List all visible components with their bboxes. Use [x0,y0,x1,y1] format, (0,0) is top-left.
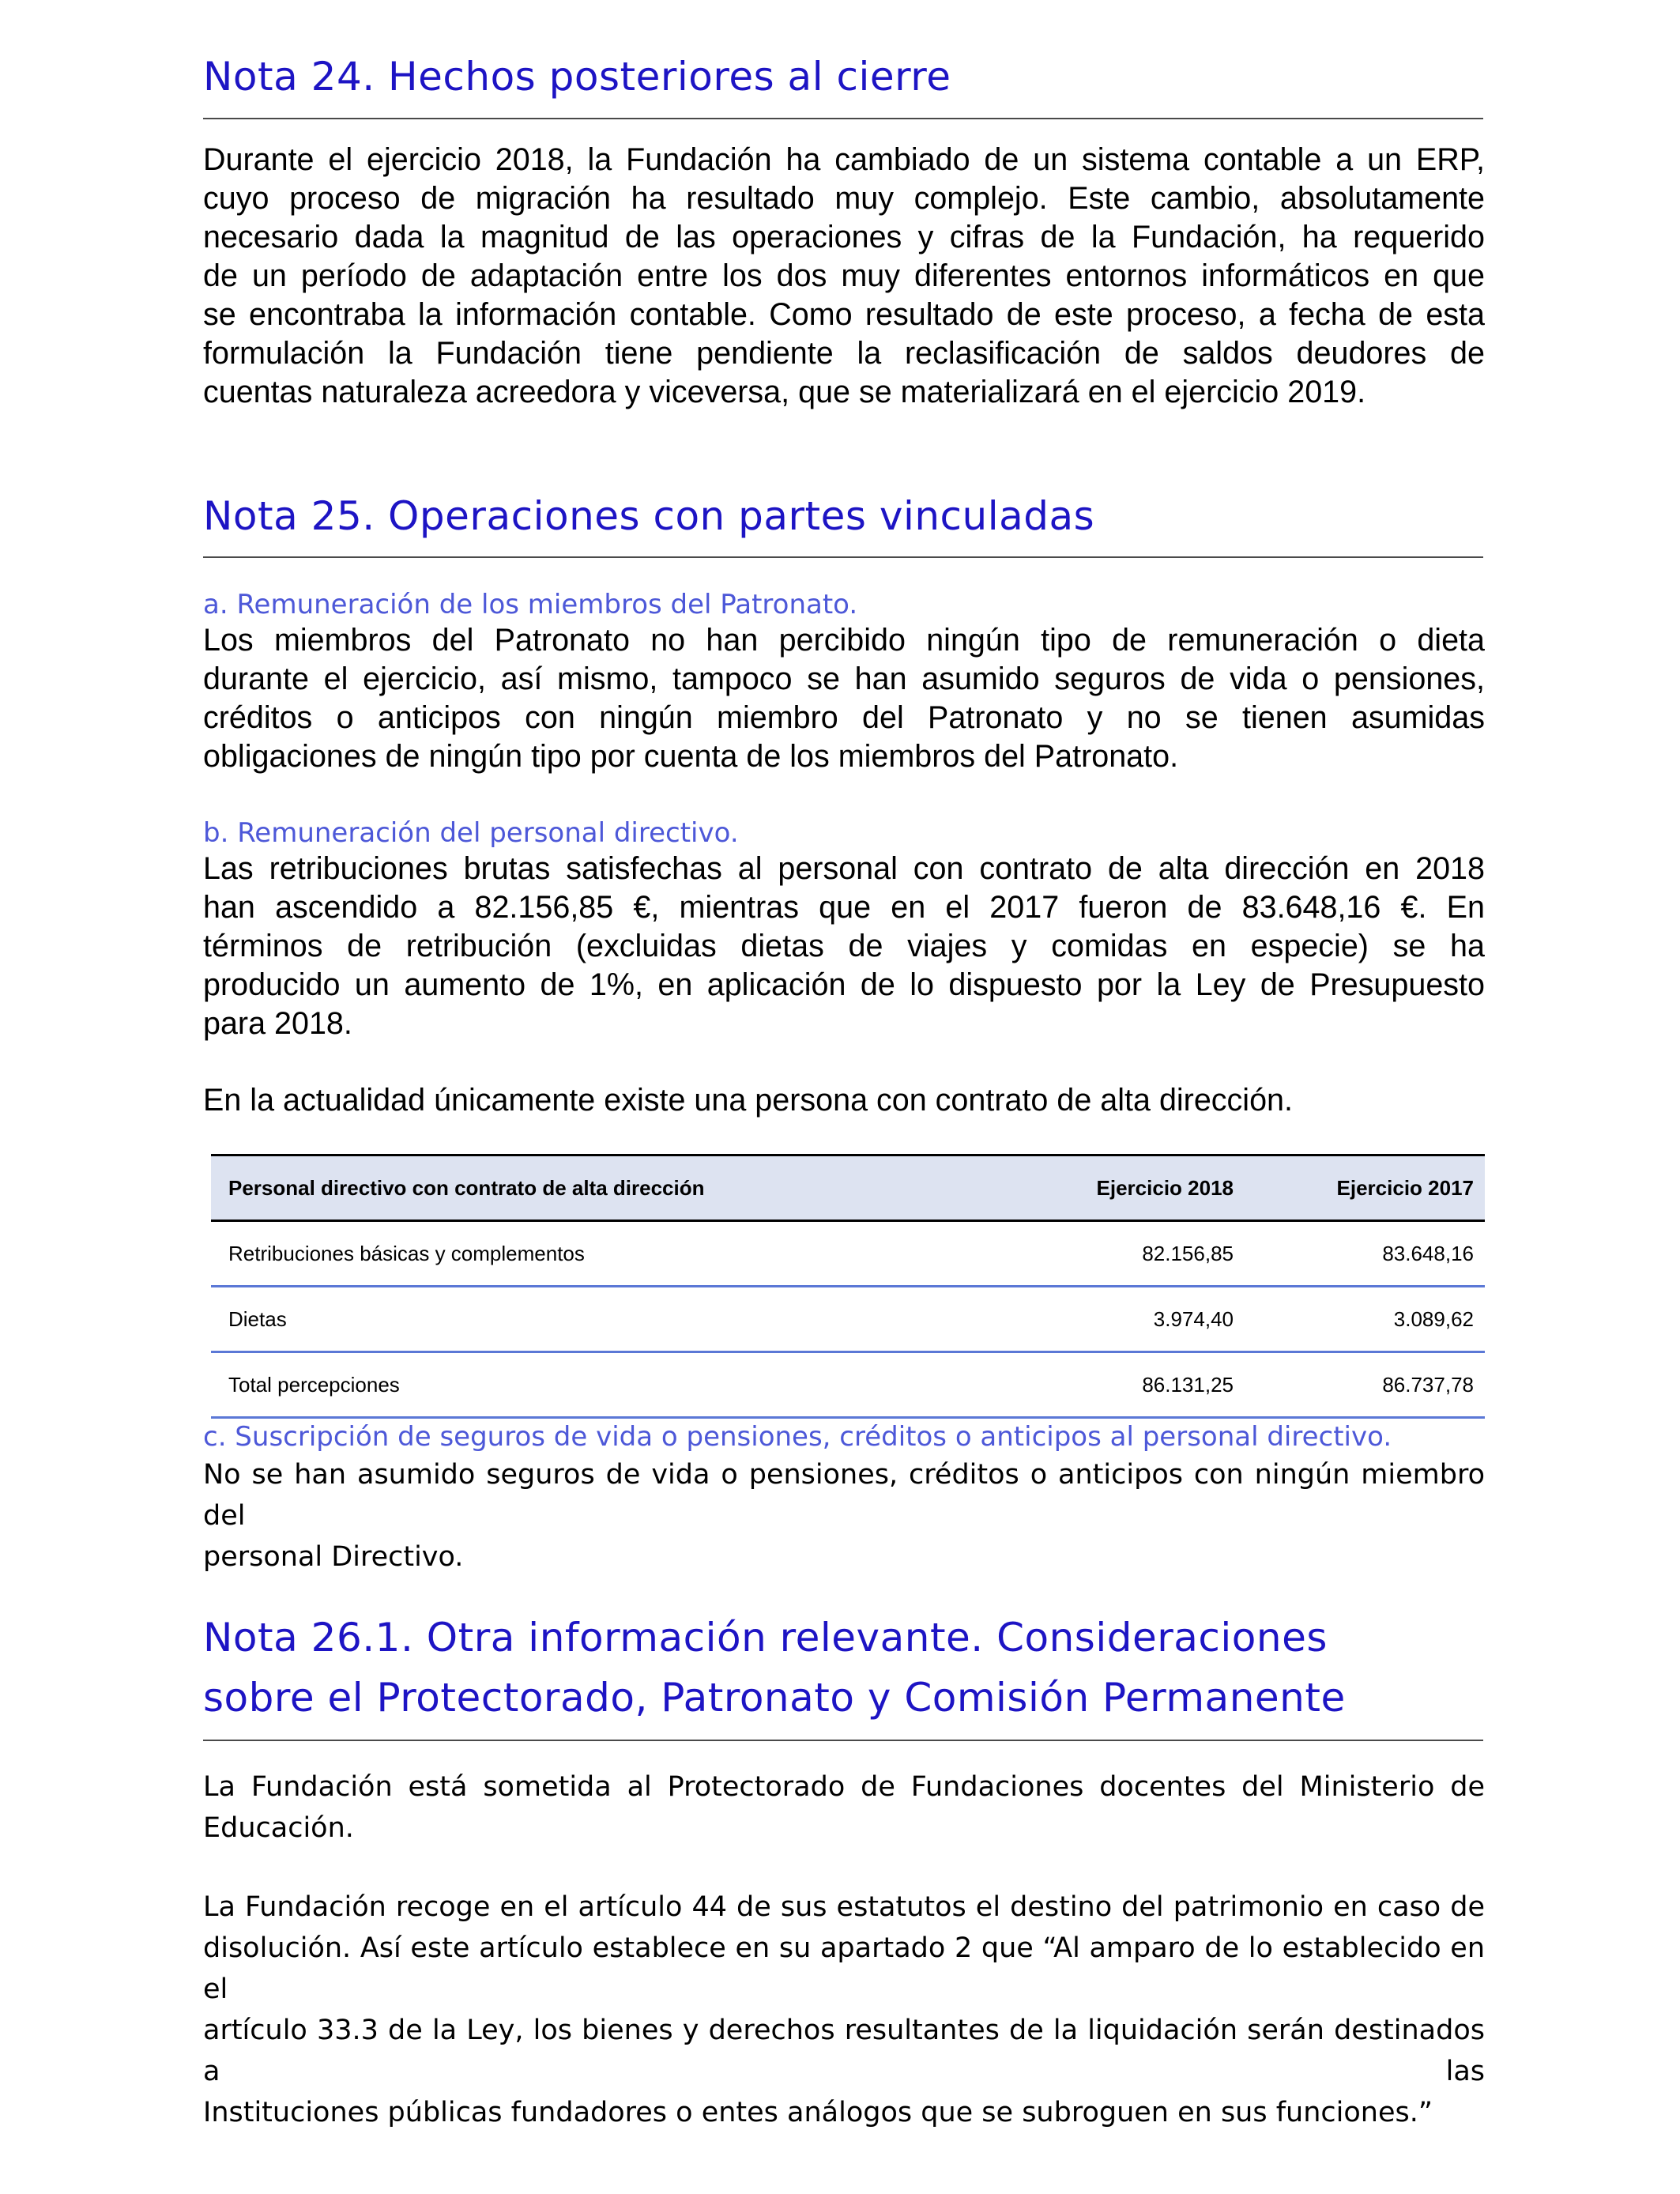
text-line: artículo 33.3 de la Ley, los bienes y derechos resultantes de la liquidación serán destinados a las [203,2015,1485,2087]
table-row [211,1222,1485,1287]
text-line: Durante el ejercicio 2018, la Fundación ha cambiado de un sistema contable a un ERP, [203,142,1485,177]
text-line: obligaciones de ningún tipo por cuenta de los miembros del Patronato. [203,739,1179,774]
nota-24-title: Nota 24. Hechos posteriores al cierre [203,54,951,100]
nota-26-rule [203,1740,1483,1741]
text-line: cuentas naturaleza acreedora y viceversa, que se materializará en el ejercicio 2019. [203,375,1366,409]
table-cell: 82.156,85 [1142,1241,1234,1265]
nota-25-a-paragraph [203,621,1485,776]
table-cell: 86.737,78 [1382,1372,1474,1397]
text-line: producido un aumento de 1%, en aplicación de lo dispuesto por la Ley de Presupuesto [203,967,1485,1002]
table-header-concept: Personal directivo con contrato de alta dirección [228,1175,705,1200]
table-header-2017: Ejercicio 2017 [1336,1175,1474,1200]
text-line: No se han asumido seguros de vida o pensiones, créditos o anticipos con ningún miembro del [203,1459,1485,1532]
table-cell: 3.974,40 [1153,1306,1234,1331]
text-line: formulación la Fundación tiene pendiente la reclasificación de saldos deudores de [203,336,1485,371]
nota-25-rule [203,556,1483,558]
table-cell: Dietas [228,1306,287,1331]
text-line: Educación. [203,1812,354,1844]
text-line: han ascendido a 82.156,85 €, mientras que en el 2017 fueron de 83.648,16 €. En [203,890,1485,925]
text-line: disolución. Así este artículo establece en su apartado 2 que “Al amparo de lo establecido en el [203,1932,1485,2005]
text-line: La Fundación está sometida al Protectorado de Fundaciones docentes del Ministerio de [203,1771,1485,1803]
nota-26-paragraph-1 [203,1766,1485,1849]
nota-25-c-heading: c. Suscripción de seguros de vida o pensiones, créditos o anticipos al personal directivo. [203,1421,1392,1453]
text-line: créditos o anticipos con ningún miembro del Patronato y no se tienen asumidas [203,700,1485,735]
text-line: personal Directivo. [203,1541,464,1573]
table-row [211,1353,1485,1419]
text-line: cuyo proceso de migración ha resultado muy complejo. Este cambio, absolutamente [203,181,1485,216]
text-line: se encontraba la información contable. Como resultado de este proceso, a fecha de esta [203,297,1485,332]
title-line: sobre el Protectorado, Patronato y Comisión Permanente [203,1675,1346,1721]
nota-25-a-heading: a. Remuneración de los miembros del Patronato. [203,589,858,620]
table-cell: 3.089,62 [1393,1306,1474,1331]
text-line: Instituciones públicas fundadores o entes análogos que se subroguen en sus funciones.” [203,2097,1433,2128]
table-header-2018: Ejercicio 2018 [1096,1175,1234,1200]
table-header-row [211,1154,1485,1222]
text-line: Las retribuciones brutas satisfechas al personal con contrato de alta dirección en 2018 [203,851,1485,886]
nota-26-title [203,1608,1483,1728]
nota-25-c-paragraph [203,1454,1485,1578]
nota-25-b-paragraph [203,850,1485,1043]
nota-26-paragraph-2 [203,1887,1485,2133]
title-line: Nota 26.1. Otra información relevante. Consideraciones [203,1615,1328,1661]
nota-25-b-heading: b. Remuneración del personal directivo. [203,817,739,849]
text-line: durante el ejercicio, así mismo, tampoco se han asumido seguros de vida o pensiones, [203,662,1485,696]
nota-25-title: Nota 25. Operaciones con partes vinculadas [203,493,1095,539]
text-line: Los miembros del Patronato no han percibido ningún tipo de remuneración o dieta [203,623,1485,658]
nota-25-b-extra: En la actualidad únicamente existe una persona con contrato de alta dirección. [203,1083,1293,1118]
text-line: de un período de adaptación entre los dos muy diferentes entornos informáticos en que [203,258,1485,293]
table-cell: 83.648,16 [1382,1241,1474,1265]
nota-24-rule [203,118,1483,119]
table-cell: 86.131,25 [1142,1372,1234,1397]
text-line: términos de retribución (excluidas dietas de viajes y comidas en especie) se ha [203,929,1485,963]
table-cell: Retribuciones básicas y complementos [228,1241,585,1265]
directivos-table [211,1154,1485,1419]
text-line: para 2018. [203,1006,352,1041]
nota-24-paragraph [203,141,1485,412]
text-line: necesario dada la magnitud de las operaciones y cifras de la Fundación, ha requerido [203,220,1485,254]
table-cell: Total percepciones [228,1372,400,1397]
text-line: La Fundación recoge en el artículo 44 de sus estatutos el destino del patrimonio en caso de [203,1891,1485,1923]
table-row [211,1287,1485,1353]
